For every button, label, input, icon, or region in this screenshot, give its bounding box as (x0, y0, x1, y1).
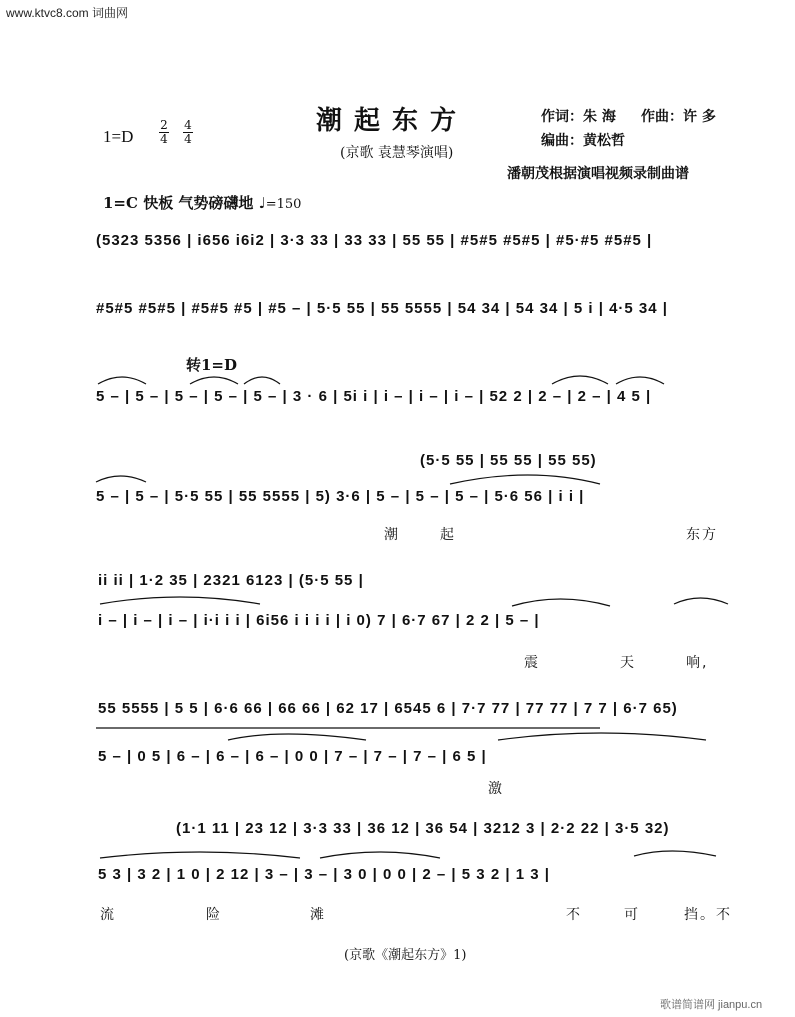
lyric-4-3: 东方 (686, 527, 718, 543)
score-system-7: 5 3 | 3 2 | 1 0 | 2 12 | 3 – | 3 – | 3 0 | 0 0 | 2 – | 5 3 2 | 1 3 | (98, 866, 550, 883)
lyric-4-2: 起 (440, 527, 456, 543)
lyric-7-1: 流 (100, 907, 116, 923)
lyric-7-6: 挡。不 (684, 907, 732, 923)
page-footer: (京歌《潮起东方》1) (344, 948, 467, 963)
lyric-7-3: 滩 (310, 907, 326, 923)
score-system-5: i – | i – | i – | i·i i i | 6i56 i i i i | i 0) 7 | 6·7 67 | 2 2 | 5 – | (98, 612, 540, 629)
lyric-7-2: 险 (206, 907, 222, 923)
score-system-4-upper: (5·5 55 | 55 55 | 55 55) (420, 452, 597, 469)
quarter-note-icon: ♩ (258, 194, 266, 212)
time-sig-2-bottom: 4 (184, 132, 192, 146)
song-subtitle: (京歌 袁慧琴演唱) (340, 145, 454, 161)
composer-credit: 作曲：许 多 (641, 109, 716, 125)
lyric-4-1: 潮 (384, 527, 400, 543)
song-title: 潮起东方 (316, 106, 469, 136)
lyricist-credit: 作词：朱 海 (541, 109, 616, 125)
time-sig-1-bottom: 4 (160, 132, 168, 146)
score-system-1: (5323 5356 | i656 i6i2 | 3·3 33 | 33 33 | 55 55 | #5#5 #5#5 | #5·#5 #5#5 | (96, 232, 653, 249)
time-sig-1-top: 2 (160, 118, 168, 132)
watermark-top: www.ktvc8.com 词曲网 (6, 6, 129, 20)
score-system-4: 5 – | 5 – | 5·5 55 | 55 5555 | 5) 3·6 | 5 – | 5 – | 5 – | 5·6 56 | i i | (96, 488, 585, 505)
score-system-2: #5#5 #5#5 | #5#5 #5 | #5 – | 5·5 55 | 55 5555 | 54 34 | 54 34 | 5 i | 4·5 34 | (96, 300, 668, 317)
time-sig-2-top: 4 (184, 118, 192, 132)
arranger-credit: 编曲：黄松哲 (541, 133, 625, 149)
modulation-mark: 转1=D (186, 356, 238, 374)
tempo-marking: 快板 气势磅礴地 (143, 194, 254, 212)
lyric-6-1: 激 (488, 781, 504, 797)
score-system-5-upper: ii ii | 1·2 35 | 2321 6123 | (5·5 55 | (98, 572, 364, 589)
lyric-7-4: 不 (566, 907, 582, 923)
score-system-3: 5 – | 5 – | 5 – | 5 – | 5 – | 3 · 6 | 5i i | i – | i – | i – | 52 2 | 2 – | 2 – | 4 5 | (96, 388, 652, 405)
tempo-key: 1=C (103, 194, 138, 212)
lyric-5-2: 天 (620, 655, 636, 671)
lyric-5-1: 震 (524, 655, 540, 671)
score-system-7-upper: (1·1 11 | 23 12 | 3·3 33 | 36 12 | 36 54 | 3212 3 | 2·2 22 | 3·5 32) (176, 820, 670, 837)
lyric-7-5: 可 (624, 907, 640, 923)
tempo-bpm: =150 (265, 197, 302, 212)
lyric-5-3: 响, (686, 655, 709, 671)
score-system-6-upper: 55 5555 | 5 5 | 6·6 66 | 66 66 | 62 17 | 6545 6 | 7·7 77 | 77 77 | 7 7 | 6·7 65) (98, 700, 678, 717)
watermark-bottom: 歌谱简谱网 jianpu.cn (660, 999, 763, 1011)
score-system-6: 5 – | 0 5 | 6 – | 6 – | 6 – | 0 0 | 7 – | 7 – | 7 – | 6 5 | (98, 748, 487, 765)
transcriber-credit: 潘朝茂根据演唱视频录制曲谱 (507, 166, 689, 182)
key-signature: 1=D (103, 127, 134, 146)
